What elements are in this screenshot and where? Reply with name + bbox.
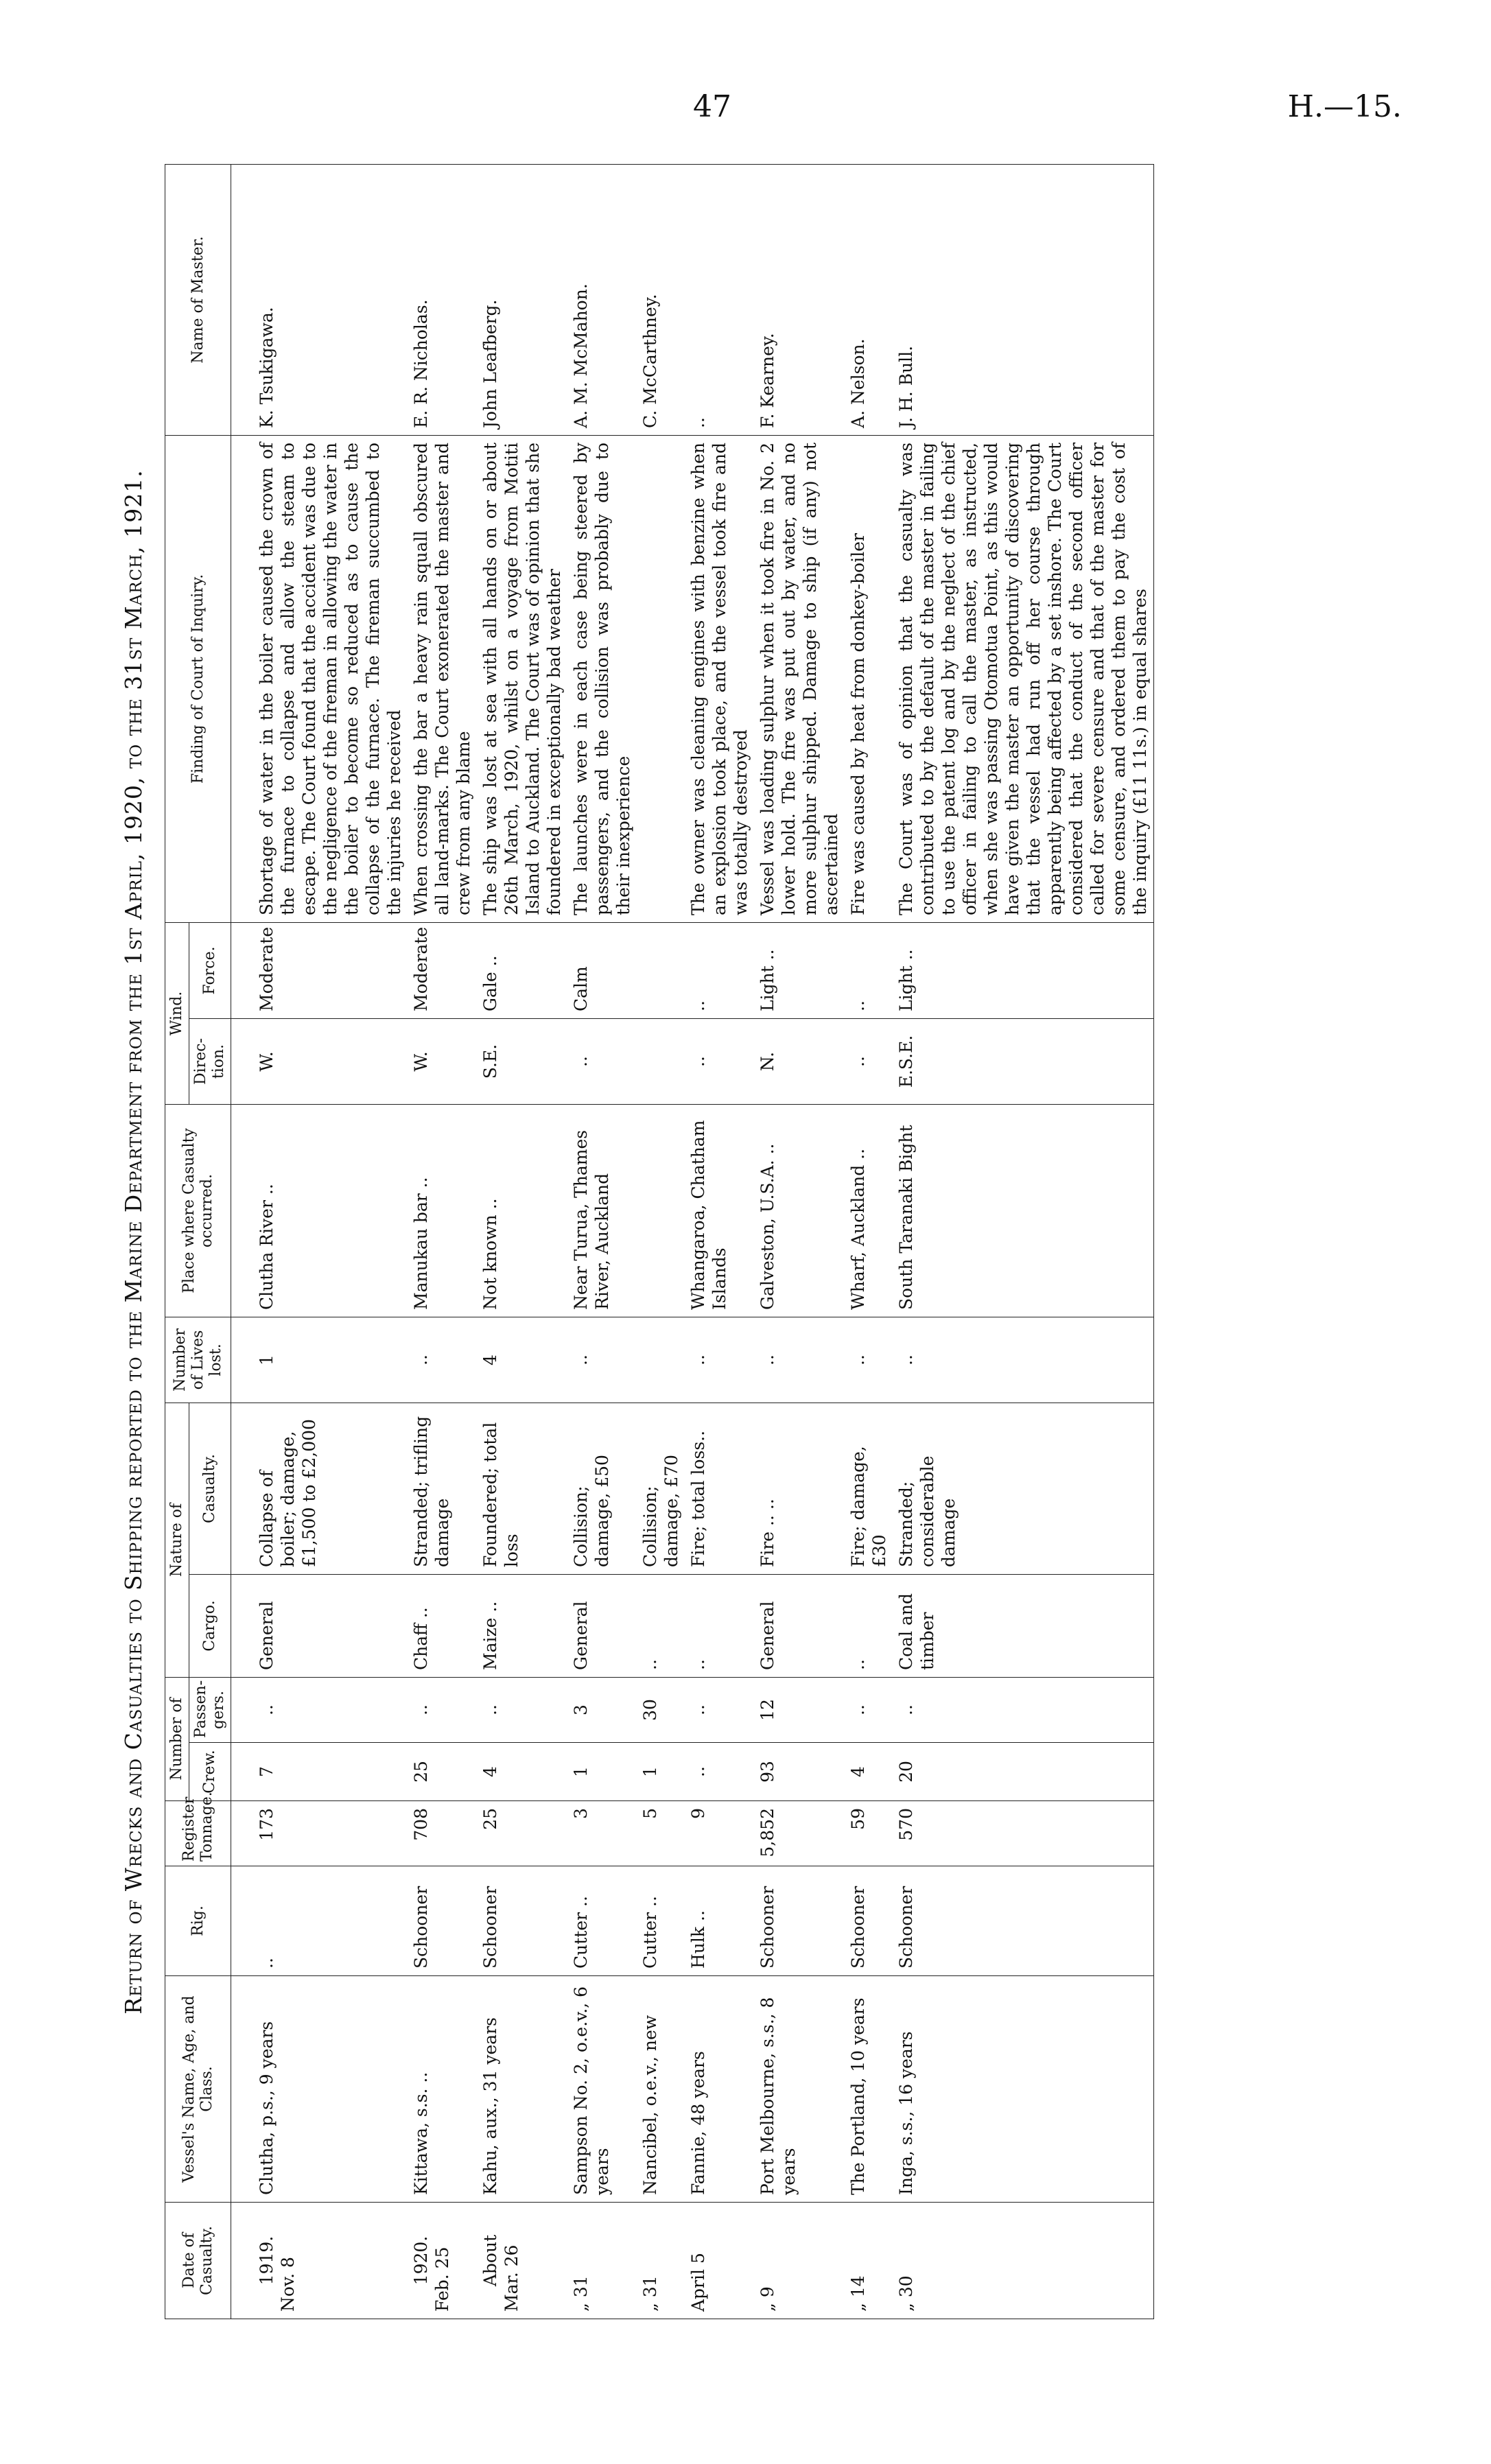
header-tonnage: Register Tonnage. (165, 1801, 231, 1866)
header-vessel: Vessel's Name, Age, and Class. (165, 1976, 231, 2203)
vessel-cell: Port Melbourne, s.s., 8 years (754, 1976, 845, 2203)
vessel-cell: Inga, s.s., 16 years (893, 1976, 1154, 2203)
finding-cell: The owner was cleaning engines with benzine when an explosion took place, and the vessel took fire and was totally destroyed (685, 435, 754, 922)
master-cell: A. M. McMahon. (567, 164, 637, 435)
cargo-cell: Maize .. (477, 1575, 567, 1678)
table-row (637, 164, 685, 2319)
lives-cell (637, 1317, 685, 1403)
spacer-row (231, 164, 254, 2319)
crew-cell: 20 (893, 1743, 1154, 1801)
header-cargo: Cargo. (189, 1575, 231, 1678)
table-row (567, 164, 637, 2319)
date-label: „ 31 (640, 2275, 660, 2312)
passengers-cell: .. (893, 1678, 1154, 1743)
date-label: Mar. 26 (502, 2244, 521, 2312)
master-cell: K. Tsukigawa. (253, 164, 408, 435)
lives-cell: .. (893, 1317, 1154, 1403)
header-direction: Direc-tion. (189, 1018, 231, 1104)
vessel-cell: Fannie, 48 years (685, 1976, 754, 2203)
passengers-cell: 3 (567, 1678, 637, 1743)
casualty-cell: Foundered; total loss (477, 1403, 567, 1574)
cargo-cell: General (253, 1575, 408, 1678)
finding-cell: The Court was of opinion that the casualty was contributed to by the default of the master in failing to use the patent log and by the neglect of the chief officer in failing to call the master, as instructed, when she was passing Otomotua Point, as this would have given the master an opportunity of discovering that the vessel had run off her course through apparently being affected by a set inshore. The Court considered that the conduct of the second officer called for severe censure and that of the master for some censure, and ordered them to pay the cost of the inquiry (£11 11s.) in equal shares (893, 435, 1154, 922)
rig-cell: .. (253, 1866, 408, 1976)
year-label: 1919. (257, 2236, 277, 2286)
crew-cell: 25 (408, 1743, 477, 1801)
date-label: „ 14 (848, 2275, 868, 2312)
direction-cell: .. (845, 1018, 893, 1104)
header-place: Place where Casualty occurred. (165, 1104, 231, 1317)
lives-cell: .. (408, 1317, 477, 1403)
vessel-cell: The Portland, 10 years (845, 1976, 893, 2203)
spacer-cell (231, 164, 254, 435)
rotated-return-table (103, 165, 1393, 2319)
vessel-cell: Kittawa, s.s. .. (408, 1976, 477, 2203)
crew-cell: 7 (253, 1743, 408, 1801)
master-cell: John Leafberg. (477, 164, 567, 435)
finding-cell: Shortage of water in the boiler caused the crown of the furnace to collapse and allow the steam to escape. The Court found that the accident was due to the negligence of the fireman in allowing the water in the boiler to become so reduced as to cause the collapse of the furnace. The fireman succumbed to the injuries he received (253, 435, 408, 922)
header-force: Force. (189, 922, 231, 1018)
rig-cell: Hulk .. (685, 1866, 754, 1976)
vessel-cell: Kahu, aux., 31 years (477, 1976, 567, 2203)
table-row (408, 164, 477, 2319)
table-row (253, 164, 408, 2319)
crew-cell: 4 (477, 1743, 567, 1801)
casualty-cell: Collision; damage, £50 (567, 1403, 637, 1574)
master-cell: .. (685, 164, 754, 435)
spacer-cell (231, 1403, 254, 1574)
cargo-cell: General (754, 1575, 845, 1678)
header-number-of: Number of (165, 1678, 189, 1801)
finding-cell: When crossing the bar a heavy rain squall obscured all land-marks. The Court exonerated the master and crew from any blame (408, 435, 477, 922)
table-row (477, 164, 567, 2319)
passengers-cell: .. (253, 1678, 408, 1743)
date-label: „ 31 (571, 2275, 591, 2312)
spacer-cell (231, 1743, 254, 1801)
force-cell: Light .. (754, 922, 845, 1018)
crew-cell: 1 (637, 1743, 685, 1801)
finding-cell: Vessel was loading sulphur when it took fire in No. 2 lower hold. The fire was put out by water, and no more sulphur shipped. Damage to ship (if any) not ascertained (754, 435, 845, 922)
crew-cell: 93 (754, 1743, 845, 1801)
crew-cell: .. (685, 1743, 754, 1801)
year-label: About (480, 2234, 500, 2287)
force-cell: .. (845, 922, 893, 1018)
spacer-cell (231, 1866, 254, 1976)
spacer-cell (231, 1801, 254, 1866)
date-label: „ 30 (896, 2275, 916, 2312)
table-title: Return of Wrecks and Casualties to Shipping reported to the Marine Department from the 1st April, 1920, to the 31st March, 1921. (120, 469, 147, 2015)
place-cell: Clutha River .. (253, 1104, 408, 1317)
finding-cell: The launches were in each case being steered by passengers, and the collision was probably due to their inexperience (567, 435, 637, 922)
cargo-cell: General (567, 1575, 637, 1678)
crew-cell: 4 (845, 1743, 893, 1801)
tonnage-cell: 25 (477, 1801, 567, 1866)
cargo-cell: .. (685, 1575, 754, 1678)
casualty-cell: Collision; damage, £70 (637, 1403, 685, 1574)
lives-cell: .. (754, 1317, 845, 1403)
date-cell (845, 2203, 893, 2319)
spacer-cell (231, 1104, 254, 1317)
lives-cell: .. (845, 1317, 893, 1403)
date-label: Feb. 25 (432, 2246, 452, 2312)
cargo-cell: Coal and timber (893, 1575, 1154, 1678)
date-cell (685, 2203, 754, 2319)
direction-cell: E.S.E. (893, 1018, 1154, 1104)
direction-cell: .. (685, 1018, 754, 1104)
lives-cell: 1 (253, 1317, 408, 1403)
master-cell: F. Kearney. (754, 164, 845, 435)
lives-cell: .. (685, 1317, 754, 1403)
finding-cell: The ship was lost at sea with all hands on or about 26th March, 1920, whilst on a voyage from Motiti Island to Auckland. The Court was of opinion that she foundered in exceptionally bad weather (477, 435, 567, 922)
date-cell (893, 2203, 1154, 2319)
force-cell (637, 922, 685, 1018)
rig-cell: Cutter .. (567, 1866, 637, 1976)
header-rig: Rig. (165, 1866, 231, 1976)
direction-cell: .. (567, 1018, 637, 1104)
spacer-cell (231, 1317, 254, 1403)
rig-cell: Cutter .. (637, 1866, 685, 1976)
lives-cell: .. (567, 1317, 637, 1403)
spacer-cell (231, 922, 254, 1018)
direction-cell: W. (408, 1018, 477, 1104)
table-row (685, 164, 754, 2319)
passengers-cell: .. (685, 1678, 754, 1743)
passengers-cell: .. (477, 1678, 567, 1743)
direction-cell (637, 1018, 685, 1104)
direction-cell: N. (754, 1018, 845, 1104)
date-cell (637, 2203, 685, 2319)
tonnage-cell: 5,852 (754, 1801, 845, 1866)
direction-cell: S.E. (477, 1018, 567, 1104)
header-date: Date of Casualty. (165, 2203, 231, 2319)
place-cell: Near Turua, Thames River, Auckland (567, 1104, 637, 1317)
place-cell: Wharf, Auckland .. (845, 1104, 893, 1317)
date-label: Nov. 8 (278, 2257, 298, 2312)
vessel-cell: Nancibel, o.e.v., new (637, 1976, 685, 2203)
table-row (754, 164, 845, 2319)
crew-cell: 1 (567, 1743, 637, 1801)
place-cell: South Taranaki Bight (893, 1104, 1154, 1317)
header-finding: Finding of Court of Inquiry. (165, 435, 231, 922)
tonnage-cell: 59 (845, 1801, 893, 1866)
force-cell: Gale .. (477, 922, 567, 1018)
header-casualty: Casualty. (189, 1403, 231, 1574)
master-cell: C. McCarthney. (637, 164, 685, 435)
tonnage-cell: 3 (567, 1801, 637, 1866)
header-nature-of: Nature of (165, 1403, 189, 1677)
force-cell: Calm (567, 922, 637, 1018)
rig-cell: Schooner (754, 1866, 845, 1976)
year-label: 1920. (411, 2236, 431, 2286)
place-cell: Whangaroa, Chatham Islands (685, 1104, 754, 1317)
casualty-cell: Fire; damage, £30 (845, 1403, 893, 1574)
force-cell: Moderate (253, 922, 408, 1018)
vessel-cell: Clutha, p.s., 9 years (253, 1976, 408, 2203)
cargo-cell: .. (637, 1575, 685, 1678)
date-label: April 5 (688, 2253, 708, 2312)
rig-cell: Schooner (893, 1866, 1154, 1976)
vessel-cell: Sampson No. 2, o.e.v., 6 years (567, 1976, 637, 2203)
force-cell: Light .. (893, 922, 1154, 1018)
spacer-cell (231, 435, 254, 922)
casualty-cell: Fire; total loss.. (685, 1403, 754, 1574)
header-crew: Crew. (189, 1743, 231, 1801)
date-cell (253, 2203, 408, 2319)
passengers-cell: 30 (637, 1678, 685, 1743)
tonnage-cell: 9 (685, 1801, 754, 1866)
document-reference: H.—15. (1287, 89, 1402, 124)
cargo-cell: Chaff .. (408, 1575, 477, 1678)
force-cell: Moderate (408, 922, 477, 1018)
place-cell (637, 1104, 685, 1317)
master-cell: J. H. Bull. (893, 164, 1154, 435)
finding-cell (637, 435, 685, 922)
rig-cell: Schooner (408, 1866, 477, 1976)
casualty-return-table (165, 164, 1154, 2319)
casualty-cell: Stranded; considerable damage (893, 1403, 1154, 1574)
header-wind: Wind. (165, 922, 189, 1104)
lives-cell: 4 (477, 1317, 567, 1403)
casualty-cell: Stranded; trifling damage (408, 1403, 477, 1574)
place-cell: Not known .. (477, 1104, 567, 1317)
place-cell: Galveston, U.S.A. .. (754, 1104, 845, 1317)
date-cell (567, 2203, 637, 2319)
tonnage-cell: 173 (253, 1801, 408, 1866)
date-cell (754, 2203, 845, 2319)
date-label: „ 9 (758, 2286, 777, 2312)
spacer-cell (231, 2203, 254, 2319)
header-master: Name of Master. (165, 164, 231, 435)
spacer-cell (231, 1678, 254, 1743)
table-row (845, 164, 893, 2319)
master-cell: E. R. Nicholas. (408, 164, 477, 435)
tonnage-cell: 708 (408, 1801, 477, 1866)
master-cell: A. Nelson. (845, 164, 893, 435)
page-number: 47 (693, 89, 731, 124)
passengers-cell: .. (845, 1678, 893, 1743)
cargo-cell: .. (845, 1575, 893, 1678)
date-cell (408, 2203, 477, 2319)
place-cell: Manukau bar .. (408, 1104, 477, 1317)
tonnage-cell: 570 (893, 1801, 1154, 1866)
passengers-cell: 12 (754, 1678, 845, 1743)
header-passengers: Passen-gers. (189, 1678, 231, 1743)
rig-cell: Schooner (477, 1866, 567, 1976)
table-body (231, 164, 1154, 2319)
casualty-cell: Collapse of boiler; damage, £1,500 to £2,000 (253, 1403, 408, 1574)
spacer-cell (231, 1976, 254, 2203)
spacer-cell (231, 1575, 254, 1678)
force-cell: .. (685, 922, 754, 1018)
header-lives: Number of Lives lost. (165, 1317, 231, 1403)
direction-cell: W. (253, 1018, 408, 1104)
date-cell (477, 2203, 567, 2319)
table-row (893, 164, 1154, 2319)
passengers-cell: .. (408, 1678, 477, 1743)
casualty-cell: Fire .. .. (754, 1403, 845, 1574)
tonnage-cell: 5 (637, 1801, 685, 1866)
spacer-cell (231, 1018, 254, 1104)
rig-cell: Schooner (845, 1866, 893, 1976)
finding-cell: Fire was caused by heat from donkey-boiler (845, 435, 893, 922)
